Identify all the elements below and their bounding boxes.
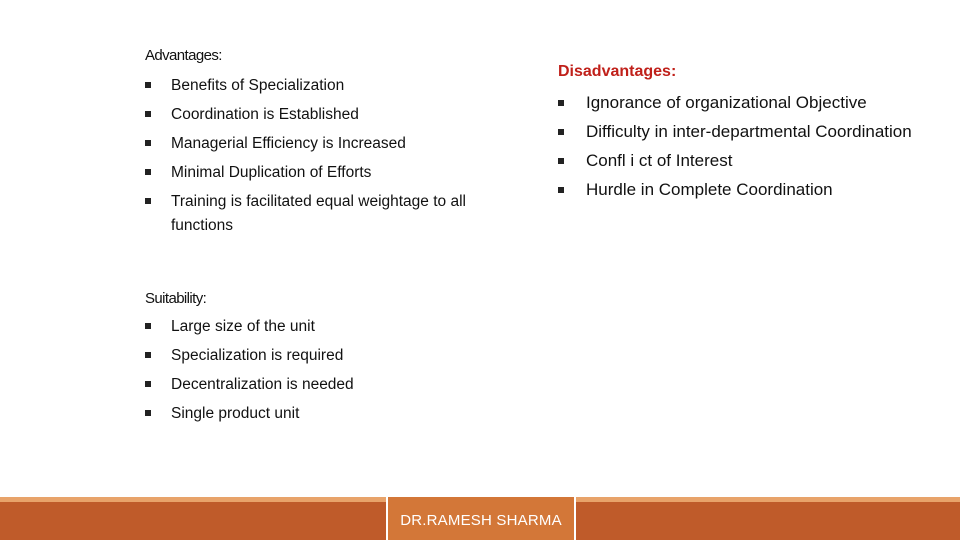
- square-bullet-icon: [145, 410, 151, 416]
- square-bullet-icon: [558, 158, 564, 164]
- square-bullet-icon: [145, 140, 151, 146]
- list-item: Large size of the unit: [145, 315, 505, 339]
- list-item: Confl i ct of Interest: [558, 149, 948, 173]
- advantages-heading: Advantages:: [145, 47, 222, 64]
- advantages-section: [145, 46, 505, 243]
- list-item: Benefits of Specialization: [145, 74, 505, 98]
- square-bullet-icon: [558, 187, 564, 193]
- list-item: Coordination is Established: [145, 103, 505, 127]
- square-bullet-icon: [145, 381, 151, 387]
- footer-author: DR.RAMESH SHARMA: [400, 512, 562, 529]
- suitability-section: [145, 289, 505, 431]
- disadvantages-list: [558, 91, 948, 202]
- list-item: Difficulty in inter-departmental Coordination: [558, 120, 948, 144]
- square-bullet-icon: [145, 198, 151, 204]
- list-item: Minimal Duplication of Efforts: [145, 161, 505, 185]
- square-bullet-icon: [558, 100, 564, 106]
- list-item: Ignorance of organizational Objective: [558, 91, 948, 115]
- list-item: Decentralization is needed: [145, 373, 505, 397]
- square-bullet-icon: [145, 82, 151, 88]
- square-bullet-icon: [145, 169, 151, 175]
- disadvantages-heading: Disadvantages:: [558, 63, 677, 80]
- square-bullet-icon: [145, 323, 151, 329]
- list-item: Training is facilitated equal weightage to all functions: [145, 190, 505, 238]
- square-bullet-icon: [558, 129, 564, 135]
- suitability-heading: Suitability:: [145, 290, 207, 307]
- suitability-list: [145, 315, 505, 426]
- advantages-list: [145, 74, 505, 238]
- list-item: Hurdle in Complete Coordination: [558, 178, 948, 202]
- list-item: Specialization is required: [145, 344, 505, 368]
- list-item: Managerial Efficiency is Increased: [145, 132, 505, 156]
- square-bullet-icon: [145, 111, 151, 117]
- square-bullet-icon: [145, 352, 151, 358]
- disadvantages-section: [558, 61, 948, 207]
- list-item: Single product unit: [145, 402, 505, 426]
